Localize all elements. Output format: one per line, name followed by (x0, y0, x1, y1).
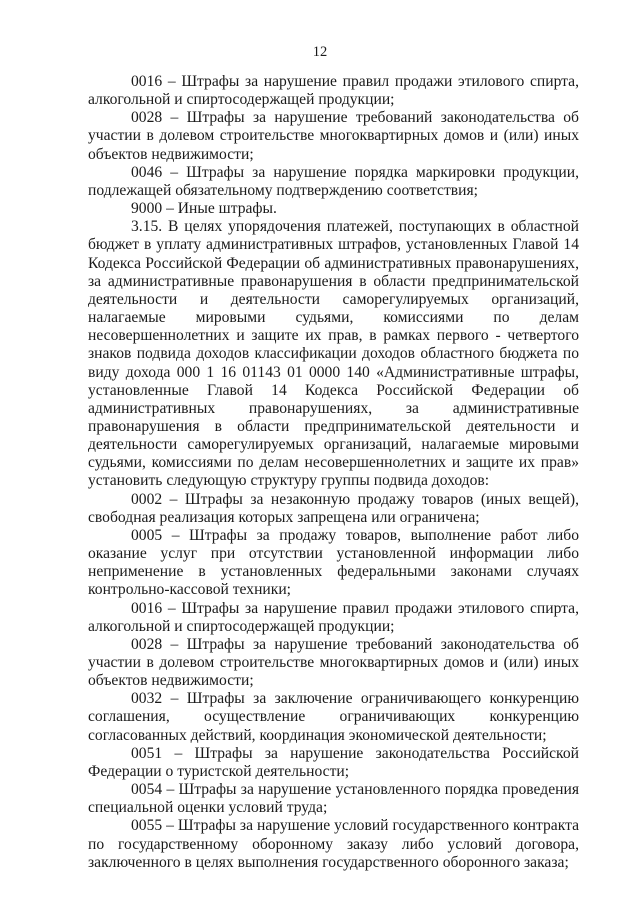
paragraph-0032-competition: 0032 – Штрафы за заключение ограничивающего конкуренцию соглашения, осуществление ограничивающих конкуренцию согласованных действий, координация экономической деятельности; (88, 690, 579, 744)
paragraph-0016-alcohol: 0016 – Штрафы за нарушение правил продажи этилового спирта, алкогольной и спиртосодержащей продукции; (88, 73, 579, 109)
page-number: 12 (312, 44, 328, 60)
paragraph-0002-illegal-sale: 0002 – Штрафы за незаконную продажу товаров (иных вещей), свободная реализация которых запрещена или ограничена; (88, 490, 579, 526)
paragraph-9000-other: 9000 – Иные штрафы. (131, 200, 277, 218)
paragraph-3-15: 3.15. В целях упорядочения платежей, поступающих в областной бюджет в уплату административных штрафов, установленных Главой 14 Кодекса Российской Федерации об административных правонарушениях, за административные правонарушения в области предпринимательской деятельности и деятельности саморегулируемых организаций, налагаемые мировыми судьями, комиссиями по делам несовершеннолетних и защите их прав, в рамках первого - четвертого знаков подвида доходов классификации доходов областного бюджета по виду дохода 000 1 16 01143 01 0000 140 «Административные штрафы, установленные Главой 14 Кодекса Российской Федерации об административных правонарушениях, за административные правонарушения в области предпринимательской деятельности и деятельности саморегулируемых организаций, налагаемые мировыми судьями, комиссиями по делам несовершеннолетних и защите их прав» установить следующую структуру группы подвида доходов: (88, 218, 579, 490)
paragraph-0005-cash-register: 0005 – Штрафы за продажу товаров, выполнение работ либо оказание услуг при отсутствии установленной информации либо неприменение в установленных федеральными законами случаях контрольно-кассовой техники; (88, 526, 579, 599)
paragraph-0055-defense-order: 0055 – Штрафы за нарушение условий государственного контракта по государственному оборонному заказу либо условий договора, заключенного в целях выполнения государственного оборонного заказа; (88, 817, 579, 871)
paragraph-0016-alcohol-repeat: 0016 – Штрафы за нарушение правил продажи этилового спирта, алкогольной и спиртосодержащей продукции; (88, 599, 579, 635)
paragraph-0054-labor-assessment: 0054 – Штрафы за нарушение установленного порядка проведения специальной оценки условий труда; (88, 781, 579, 817)
paragraph-0028-shared-construction: 0028 – Штрафы за нарушение требований законодательства об участии в долевом строительстве многоквартирных домов и (или) иных объектов недвижимости; (88, 109, 579, 163)
document-body (88, 73, 579, 872)
paragraph-0046-labeling: 0046 – Штрафы за нарушение порядка маркировки продукции, подлежащей обязательному подтверждению соответствия; (88, 163, 579, 199)
paragraph-0028-shared-construction-repeat: 0028 – Штрафы за нарушение требований законодательства об участии в долевом строительстве многоквартирных домов и (или) иных объектов недвижимости; (88, 635, 579, 690)
paragraph-0051-tourism: 0051 – Штрафы за нарушение законодательства Российской Федерации о туристской деятельности; (88, 744, 579, 780)
